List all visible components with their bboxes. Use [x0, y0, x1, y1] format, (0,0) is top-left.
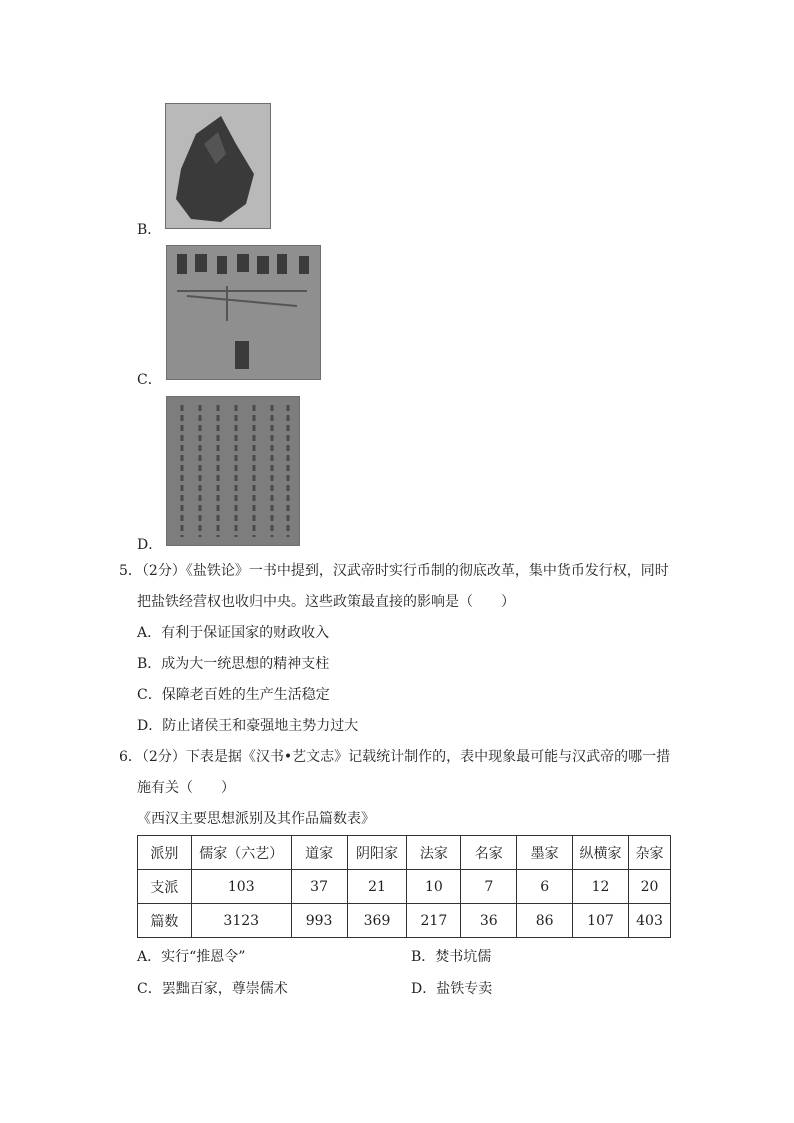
school-stats-table [137, 835, 671, 938]
option-c-label[interactable]: C． [137, 372, 162, 388]
bamboo-slip-text-icon [167, 397, 299, 545]
table-header-cell: 儒家（六艺） [191, 836, 291, 870]
table-header-cell: 纵横家 [573, 836, 629, 870]
q5-stem-line1: 5．（2分）《盐铁论》一书中提到，汉武帝时实行币制的彻底改革，集中货币发行权，同时 [119, 563, 669, 579]
table-cell: 7 [461, 870, 517, 904]
option-b-label[interactable]: B． [137, 222, 162, 238]
option-d-image [166, 396, 300, 546]
table-row [138, 870, 671, 904]
table-cell: 10 [407, 870, 461, 904]
table-cell: 20 [629, 870, 671, 904]
table-cell: 993 [291, 904, 347, 938]
q6-table-title: 《西汉主要思想派别及其作品篇数表》 [137, 811, 375, 827]
table-cell: 37 [291, 870, 347, 904]
q6-choice-a[interactable]: A．实行“推恩令” [137, 949, 246, 965]
table-header-row [138, 836, 671, 870]
table-header-cell: 阴阳家 [347, 836, 407, 870]
table-header-cell: 杂家 [629, 836, 671, 870]
table-cell: 36 [461, 904, 517, 938]
q6-choice-c[interactable]: C．罢黜百家，尊崇儒术 [137, 981, 288, 997]
table-cell: 12 [573, 870, 629, 904]
option-b-image [165, 103, 271, 229]
table-header-cell: 道家 [291, 836, 347, 870]
table-cell: 3123 [191, 904, 291, 938]
q6-choice-b[interactable]: B．焚书坑儒 [411, 949, 492, 965]
table-header-cell: 墨家 [517, 836, 573, 870]
table-cell: 6 [517, 870, 573, 904]
table-header-cell: 派别 [138, 836, 192, 870]
coin-inscription-rubbing-icon [167, 246, 320, 379]
table-cell: 86 [517, 904, 573, 938]
table-row [138, 904, 671, 938]
table-cell: 369 [347, 904, 407, 938]
q5-choice-d[interactable]: D．防止诸侯王和豪强地主势力过大 [137, 718, 359, 734]
q5-stem-line2: 把盐铁经营权也收归中央。这些政策最直接的影响是（ ） [137, 594, 515, 610]
table-cell: 篇数 [138, 904, 192, 938]
bronze-coin-mold-icon [166, 104, 270, 228]
q6-stem-line2: 施有关（ ） [137, 780, 235, 796]
table-cell: 支派 [138, 870, 192, 904]
q5-choice-c[interactable]: C．保障老百姓的生产生活稳定 [137, 687, 330, 703]
table-cell: 403 [629, 904, 671, 938]
q6-stem-line1: 6．（2分）下表是据《汉书•艺文志》记载统计制作的，表中现象最可能与汉武帝的哪一措 [119, 749, 671, 765]
table-cell: 21 [347, 870, 407, 904]
table-header-cell: 法家 [407, 836, 461, 870]
table-cell: 103 [191, 870, 291, 904]
q6-choice-d[interactable]: D．盐铁专卖 [411, 981, 493, 997]
q5-choice-a[interactable]: A．有利于保证国家的财政收入 [137, 625, 330, 641]
q5-choice-b[interactable]: B．成为大一统思想的精神支柱 [137, 656, 330, 672]
option-d-label[interactable]: D． [137, 537, 163, 553]
table-cell: 107 [573, 904, 629, 938]
table-header-cell: 名家 [461, 836, 517, 870]
option-c-image [166, 245, 321, 380]
table-cell: 217 [407, 904, 461, 938]
